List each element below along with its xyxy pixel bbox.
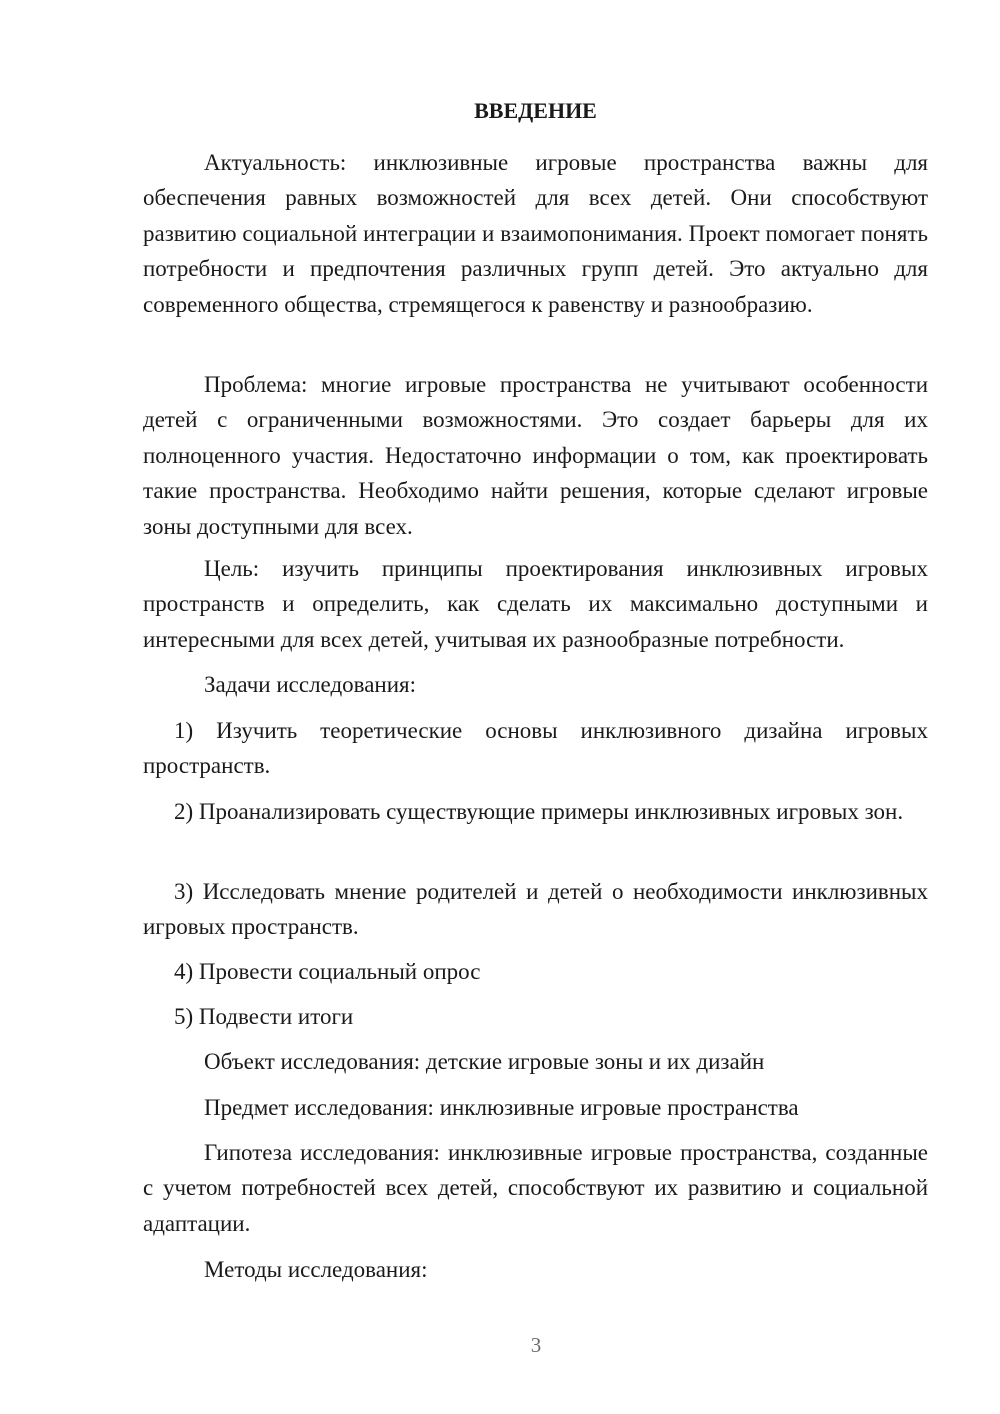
task-item-4: 4) Провести социальный опрос [174, 959, 481, 984]
task-item-2: 2) Проанализировать существующие примеры инклюзивных игровых зон. [174, 799, 904, 824]
page-title: ВВЕДЕНИЕ [474, 98, 597, 123]
task-item-3: 3) Исследовать мнение родителей и детей о необходимости инклюзивных игровых пространств. [143, 879, 928, 940]
hypothesis-paragraph: Гипотеза исследования: инклюзивные игровые пространства, созданные с учетом потребностей всех детей, способствуют их развитию и социальной адаптации. [143, 1140, 928, 1236]
task-item-5: 5) Подвести итоги [174, 1004, 354, 1029]
problem-paragraph: Проблема: многие игровые пространства не учитывают особенности детей с ограниченными возможностями. Это создает барьеры для их полноценного участия. Недостаточно информации о том, как проектировать такие пространства. Необходимо найти решения, которые сделают игровые зоны доступными для всех. [143, 372, 928, 539]
research-subject-paragraph: Предмет исследования: инклюзивные игровые пространства [204, 1095, 799, 1120]
research-object-paragraph: Объект исследования: детские игровые зоны и их дизайн [204, 1049, 765, 1074]
goal-paragraph: Цель: изучить принципы проектирования инклюзивных игровых пространств и определить, как сделать их максимально доступными и интересными для всех детей, учитывая их разнообразные потребности. [143, 556, 928, 652]
page-number: 3 [530, 1333, 542, 1357]
tasks-heading: Задачи исследования: [204, 672, 417, 697]
task-item-1: 1) Изучить теоретические основы инклюзивного дизайна игровых пространств. [143, 718, 928, 779]
relevance-paragraph: Актуальность: инклюзивные игровые пространства важны для обеспечения равных возможностей для всех детей. Они способствуют развитию социальной интеграции и взаимопонимания. Проект помогает понять потребности и предпочтения различных групп детей. Это актуально для современного общества, стремящегося к равенству и разнообразию. [143, 150, 928, 317]
methods-heading: Методы исследования: [204, 1257, 428, 1282]
